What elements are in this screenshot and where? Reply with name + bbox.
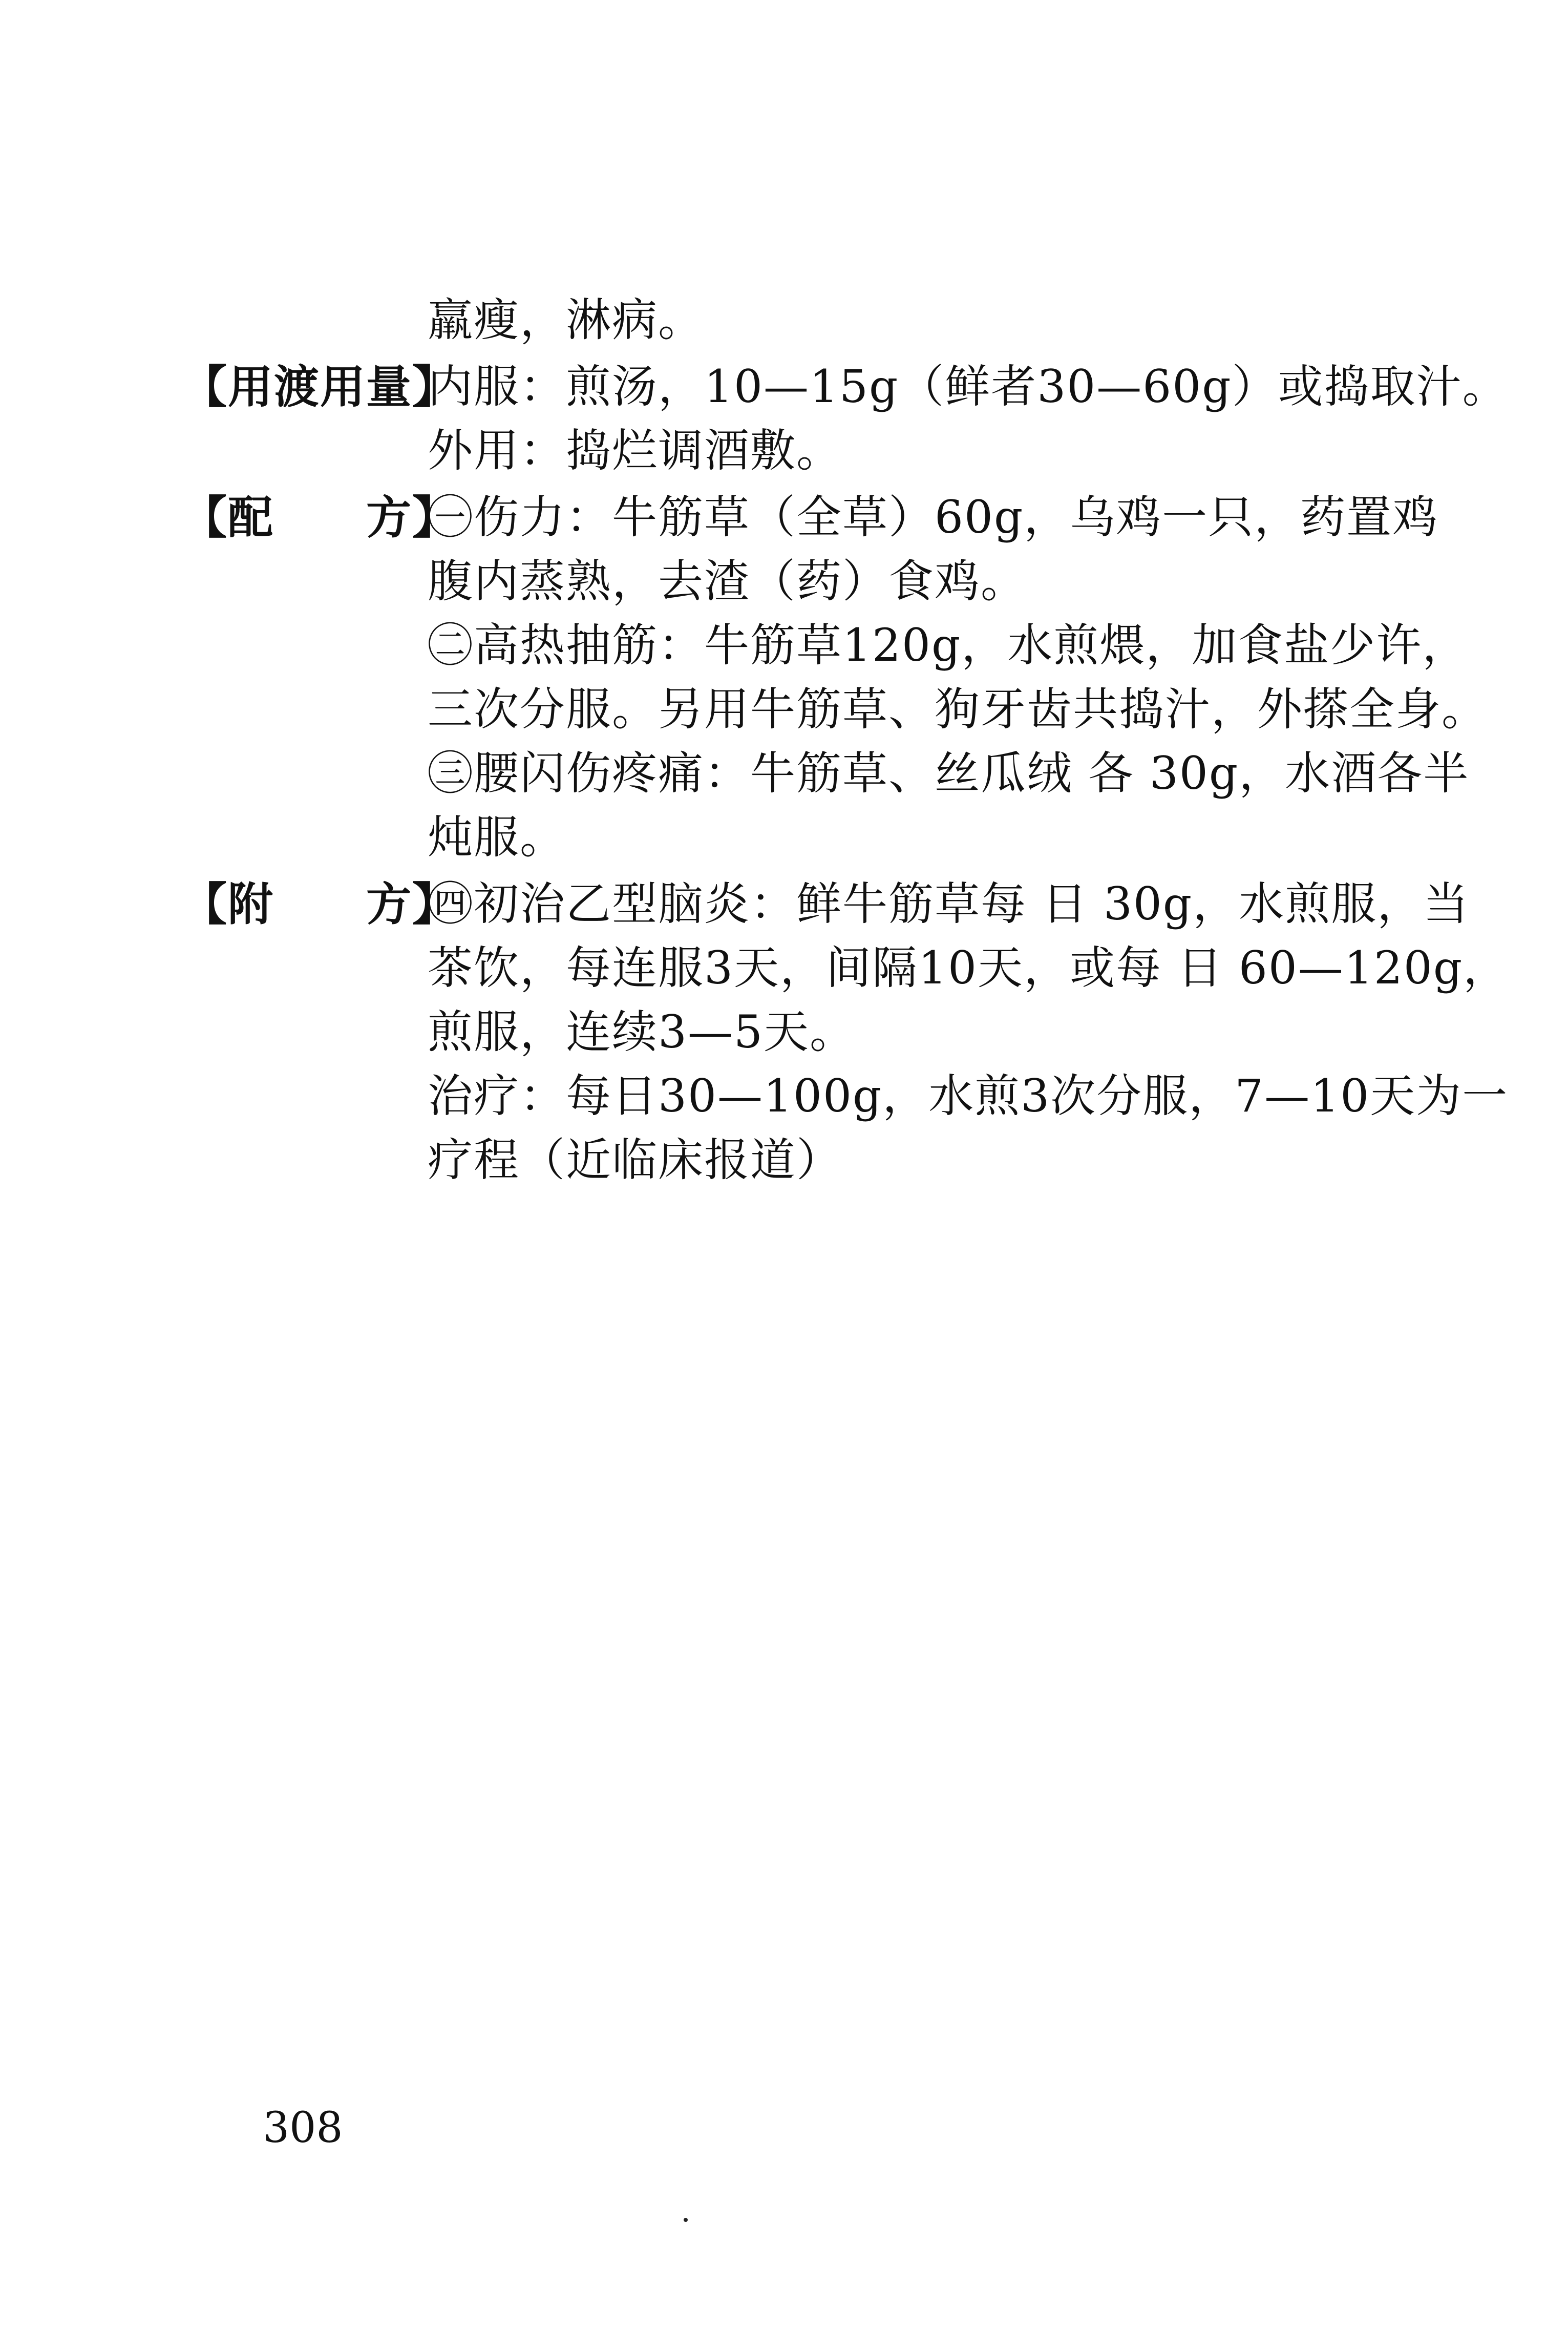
usage-label: 【用渡用量】: [182, 360, 459, 413]
appendix-item-4-line-3: 煎服，连续3—5天。: [428, 1005, 856, 1058]
scan-speck: [684, 2218, 688, 2222]
formula-item-2-line-2: 三次分服。另用牛筋草、狗牙齿共捣汁，外搽全身。: [428, 683, 1488, 736]
appendix-label: 【附 方】: [182, 877, 459, 931]
usage-line-1: 内服：煎汤，10—15g（鲜者30—60g）或捣取汁。: [428, 360, 1509, 413]
usage-line-2: 外用：捣烂调酒敷。: [428, 424, 843, 477]
formula-item-1-line-2: 腹内蒸熟，去渣（药）食鸡。: [428, 555, 1027, 607]
formula-item-1-line-1: ㊀伤力：牛筋草（全草）60g，乌鸡一只，药置鸡: [428, 491, 1439, 543]
intro-text: 羸瘦，淋病。: [428, 293, 705, 346]
formula-label: 【配 方】: [182, 491, 459, 544]
page-number: 308: [263, 2104, 343, 2152]
appendix-item-4-line-2: 茶饮，每连服3天，间隔10天，或每 日 60—120g，: [428, 941, 1510, 994]
formula-item-3-line-1: ㊂腰闪伤疼痛：牛筋草、丝瓜绒 各 30g，水酒各半: [428, 747, 1470, 800]
appendix-item-4-line-1: ㊃初治乙型脑炎：鲜牛筋草每 日 30g，水煎服，当: [428, 877, 1470, 930]
formula-item-2-line-1: ㊁高热抽筋：牛筋草120g，水煎煨，加食盐少许，: [428, 619, 1469, 672]
treatment-line-1: 治疗：每日30—100g，水煎3次分服，7—10天为一: [428, 1069, 1509, 1122]
treatment-line-2: 疗程（近临床报道）: [428, 1134, 843, 1186]
formula-item-3-line-2: 炖服。: [428, 811, 566, 864]
